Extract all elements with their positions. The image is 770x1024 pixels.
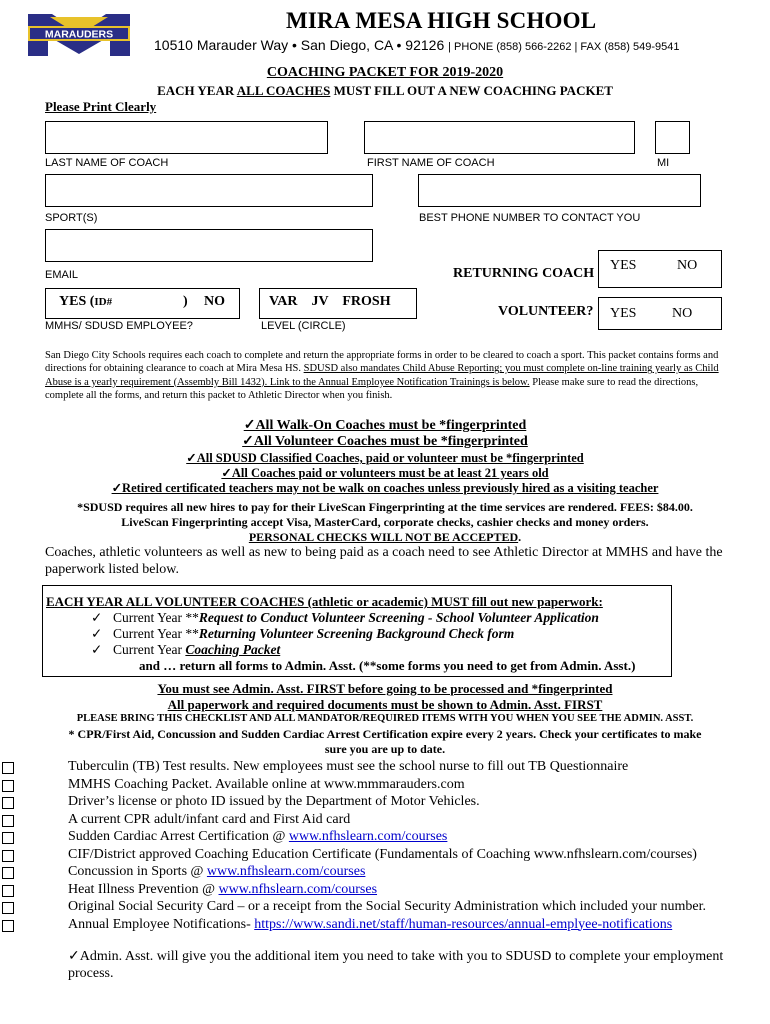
print-clearly-note: Please Print Clearly (45, 99, 157, 114)
checklist-item-link[interactable]: www.nfhslearn.com/courses (206, 864, 366, 879)
livescan-no-personal-checks (0, 530, 770, 545)
subtitle-pre: EACH YEAR (157, 83, 237, 98)
logo-text: MARAUDERS (44, 28, 114, 41)
intro-text-underlined: SDUSD also mandates Child Abuse Reporting; you must complete on-line training yearly as Child Abuse is a yearly requirement (Assembly Bill 1432). Link to the Annual Employee Notification Trainings is below. (45, 363, 719, 388)
returning-coach-options[interactable] (598, 250, 722, 288)
checklist-item (68, 812, 350, 828)
middle-initial-input[interactable] (655, 121, 690, 154)
level-label: LEVEL (CIRCLE) (261, 320, 346, 332)
checklist-item (68, 759, 628, 775)
checklist-item-text: Sudden Cardiac Arrest Certification @ (68, 829, 289, 844)
check-age: ✓All Coaches paid or volunteers must be at least 21 years old (221, 466, 549, 480)
item1-pre: Current Year ** (113, 610, 199, 625)
employee-no[interactable]: NO (204, 294, 225, 309)
first-name-label: FIRST NAME OF COACH (367, 157, 495, 169)
checklist-item-link[interactable]: www.nfhslearn.com/courses (218, 881, 378, 897)
volunteer-options[interactable] (598, 297, 722, 330)
email-label: EMAIL (45, 269, 79, 281)
employee-options[interactable] (45, 288, 240, 319)
livescan-fees: *SDUSD requires all new hires to pay for their LiveScan Fingerprinting at the time services are rendered. FEES: $84.00. (77, 500, 693, 514)
final-note: ✓Admin. Asst. will give you the additional item you need to take with you to SDUSD to complete your employment process. (68, 949, 724, 981)
volunteer-no[interactable]: NO (672, 306, 693, 321)
check-icon: ✓ (91, 642, 103, 657)
volunteer-box-footer: and … return all forms to Admin. Asst. (**some forms you need to get from Admin. Asst.) (139, 658, 636, 673)
returning-coach-label: RETURNING COACH (453, 266, 595, 281)
volunteer-yes[interactable]: YES (610, 306, 637, 321)
returning-no[interactable]: NO (677, 258, 698, 273)
subtitle-underlined: ALL COACHES (236, 83, 331, 98)
mi-label: MI (657, 157, 670, 169)
phone-input[interactable] (418, 174, 701, 207)
item3-em: Coaching Packet (185, 642, 281, 657)
checklist-item-text: Driver’s license or photo ID issued by the Department of Motor Vehicles. (68, 794, 480, 809)
checklist-item-text: A current CPR adult/infant card and First Aid card (68, 811, 351, 827)
volunteer-item-2 (91, 626, 514, 642)
checklist-checkbox[interactable] (2, 832, 14, 844)
livescan-payment: LiveScan Fingerprinting accept Visa, MasterCard, corporate checks, cashier checks and money orders. (121, 515, 649, 529)
cpr-expiry-note: * CPR/First Aid, Concussion and Sudden Cardiac Arrest Certification expire every 2 years. Check your certificates to make (68, 727, 702, 741)
item1-em: Request to Conduct Volunteer Screening - School Volunteer Application (198, 610, 599, 625)
admin-first-note: You must see Admin. Asst. FIRST before going to be processed and *fingerprinted (157, 681, 613, 696)
checklist-checkbox[interactable] (2, 762, 14, 774)
cpr-expiry-note-2: sure you are up to date. (324, 742, 446, 756)
volunteer-paperwork-box (42, 585, 672, 677)
bring-checklist-note: PLEASE BRING THIS CHECKLIST AND ALL MANDATOR/REQUIRED ITEMS WITH YOU WHEN YOU SEE THE ADMIN. ASST. (76, 713, 694, 724)
checklist-item-text: Tuberculin (TB) Test results. New employees must see the school nurse to fill out TB Questionnaire (68, 759, 629, 774)
admin-paperwork-note: All paperwork and required documents must be shown to Admin. Asst. FIRST (167, 697, 603, 712)
checklist-checkbox[interactable] (2, 920, 14, 932)
checklist-item-link[interactable]: https://www.sandi.net/staff/human-resources/annual-emplyee-notifications (254, 916, 673, 932)
checklist-item (68, 882, 377, 898)
school-address (154, 37, 679, 53)
returning-yes[interactable]: YES (610, 258, 637, 273)
sport-input[interactable] (45, 174, 373, 207)
volunteer-label: VOLUNTEER? (498, 304, 594, 319)
school-logo (26, 12, 132, 58)
checklist-item-link[interactable]: www.nfhslearn.com/courses (288, 829, 448, 844)
checklist-item-text: Annual Employee Notifications- (68, 916, 255, 932)
last-name-label: LAST NAME OF COACH (45, 157, 169, 169)
subtitle-post: MUST FILL OUT A NEW COACHING PACKET (330, 83, 613, 98)
check-icon: ✓ (91, 610, 103, 625)
item3-pre: Current Year (113, 642, 186, 657)
checklist-item (68, 864, 365, 880)
checklist-checkbox[interactable] (2, 902, 14, 914)
employee-yes[interactable] (59, 294, 112, 310)
checklist-checkbox[interactable] (2, 815, 14, 827)
check-classified: ✓All SDUSD Classified Coaches, paid or volunteer must be *fingerprinted (186, 451, 584, 465)
checklist-item-text: MMHS Coaching Packet. Available online at www.mmmarauders.com (68, 776, 465, 792)
check-volunteer: ✓All Volunteer Coaches must be *fingerprinted (242, 434, 528, 449)
checklist-item (68, 794, 480, 810)
intro-text-2: Please make sure to read the directions, complete all the forms, and return this packet to Athletic Director when you finish. (45, 376, 699, 401)
item2-pre: Current Year ** (113, 626, 199, 641)
employee-id-label: ID# (94, 296, 113, 308)
no-personal-checks-text: PERSONAL CHECKS WILL NOT BE ACCEPTED (248, 530, 519, 544)
checklist-checkbox[interactable] (2, 780, 14, 792)
address-text: 10510 Marauder Way • San Diego, CA • 92126 (154, 37, 445, 53)
see-athletic-director: Coaches, athletic volunteers as well as new to being paid as a coach need to see Athletic Director at MMHS and have the paperwork listed below. (45, 545, 723, 577)
intro-text-1: San Diego City Schools requires each coach to complete and return the appropriate forms in order to be cleared to coach a sport. This packet contains forms and directions for obtaining clearance to coach at Mira Mesa HS. (45, 350, 719, 375)
school-name: MIRA MESA HIGH SCHOOL (286, 8, 597, 33)
last-name-input[interactable] (45, 121, 328, 154)
level-options[interactable] (259, 288, 417, 319)
email-input[interactable] (45, 229, 373, 262)
checklist-checkbox[interactable] (2, 797, 14, 809)
checklist-item (68, 777, 465, 793)
sport-label: SPORT(S) (45, 212, 98, 224)
intro-paragraph (45, 349, 725, 402)
checklist-checkbox[interactable] (2, 867, 14, 879)
item2-em: Returning Volunteer Screening Background Check form (198, 626, 515, 641)
checklist-item (68, 917, 672, 933)
checklist-item (68, 847, 697, 863)
employee-yes-text: YES ( (59, 294, 95, 309)
first-name-input[interactable] (364, 121, 635, 154)
contact-text: | PHONE (858) 566-2262 | FAX (858) 549-9541 (448, 41, 680, 53)
packet-title: COACHING PACKET FOR 2019-2020 (266, 65, 504, 80)
employee-label: MMHS/ SDUSD EMPLOYEE? (45, 320, 193, 332)
packet-subtitle (0, 83, 770, 99)
checklist-item-text: CIF/District approved Coaching Education Certificate (Fundamentals of Coaching www.nfhslearn.com/courses) (68, 846, 697, 862)
volunteer-item-1 (91, 610, 599, 626)
check-walk-on: ✓All Walk-On Coaches must be *fingerprinted (243, 418, 527, 433)
checklist-item-text: Original Social Security Card – or a receipt from the Social Security Administration which included your number. (68, 899, 707, 914)
check-retired: ✓Retired certificated teachers may not be walk on coaches unless previously hired as a visiting teacher (111, 481, 659, 495)
checklist-checkbox[interactable] (2, 885, 14, 897)
volunteer-item-3 (91, 642, 280, 658)
employee-paren-close: ) (183, 294, 188, 309)
checklist-item-text: Concussion in Sports @ (68, 864, 207, 879)
checklist-item (68, 829, 447, 845)
checklist-checkbox[interactable] (2, 850, 14, 862)
phone-label: BEST PHONE NUMBER TO CONTACT YOU (419, 212, 641, 224)
no-personal-checks-end: . (518, 530, 522, 544)
check-icon: ✓ (91, 626, 103, 641)
checklist-item (68, 899, 706, 915)
level-choices[interactable]: VAR JV FROSH (269, 294, 391, 309)
volunteer-box-heading: EACH YEAR ALL VOLUNTEER COACHES (athletic or academic) MUST fill out new paperwork: (46, 594, 603, 609)
checklist-item-text: Heat Illness Prevention @ (68, 881, 219, 897)
